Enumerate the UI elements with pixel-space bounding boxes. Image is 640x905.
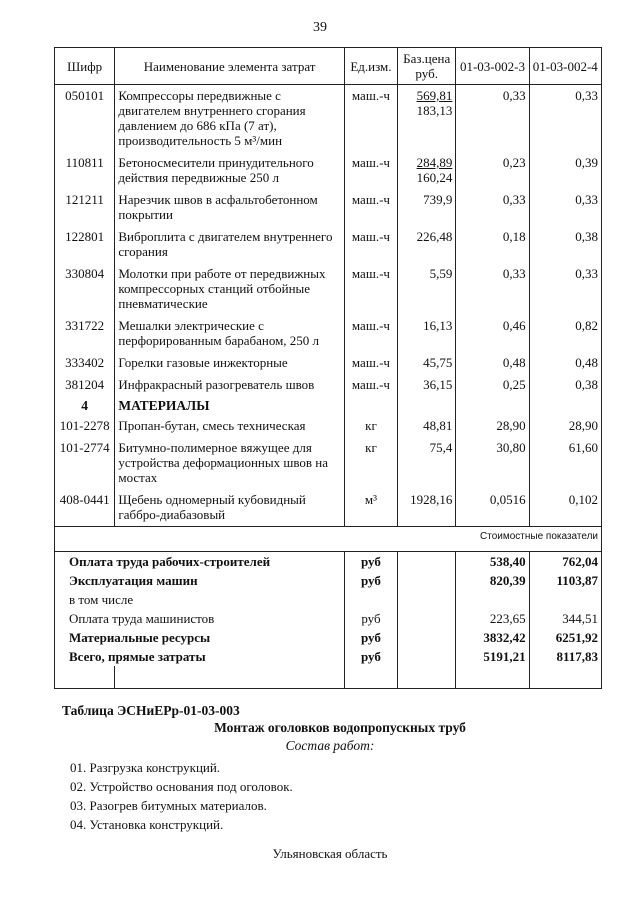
row-value-1: 0,25 bbox=[456, 374, 529, 396]
row-value-2: 0,48 bbox=[529, 352, 601, 374]
row-code: 381204 bbox=[55, 374, 115, 396]
row-value-2: 61,60 bbox=[529, 437, 601, 489]
work-item: 02. Устройство основания под оголовок. bbox=[70, 779, 293, 794]
row-code: 408-0441 bbox=[55, 489, 115, 527]
price-secondary: 160,24 bbox=[416, 170, 453, 185]
table-row bbox=[55, 315, 602, 352]
table-row bbox=[55, 374, 602, 396]
header-unit: Ед.изм. bbox=[344, 48, 397, 85]
table-row bbox=[55, 189, 602, 226]
price-primary: 569,81 bbox=[416, 88, 453, 103]
totals-group bbox=[55, 552, 602, 667]
row-value-1: 0,33 bbox=[456, 85, 529, 153]
row-value-2: 28,90 bbox=[529, 415, 601, 437]
total-price bbox=[398, 647, 456, 666]
total-price bbox=[398, 571, 456, 590]
total-unit: руб bbox=[344, 571, 397, 590]
footer-region: Ульяновская область bbox=[272, 846, 388, 861]
total-value-1: 820,39 bbox=[456, 571, 529, 590]
header-price: Баз.цена руб. bbox=[398, 48, 456, 85]
row-value-2: 0,102 bbox=[529, 489, 601, 527]
row-value-2: 0,39 bbox=[529, 152, 601, 189]
row-price: 36,15 bbox=[398, 374, 456, 396]
total-row bbox=[55, 571, 602, 590]
table-row bbox=[55, 152, 602, 189]
row-value-2: 0,33 bbox=[529, 263, 601, 315]
row-unit: маш.-ч bbox=[344, 189, 397, 226]
total-price bbox=[398, 609, 456, 628]
row-name: Виброплита с двигателем внутреннего сгорания bbox=[115, 226, 345, 263]
row-price: 45,75 bbox=[398, 352, 456, 374]
row-code: 110811 bbox=[55, 152, 115, 189]
table-row bbox=[55, 263, 602, 315]
table-row bbox=[55, 415, 602, 437]
total-value-2: 8117,83 bbox=[529, 647, 601, 666]
total-unit: руб bbox=[344, 552, 397, 572]
total-value-1 bbox=[456, 590, 529, 609]
header-col1: 01-03-002-3 bbox=[456, 48, 529, 85]
row-unit: маш.-ч bbox=[344, 374, 397, 396]
cost-table bbox=[54, 47, 602, 689]
row-name: Молотки при работе от передвижных компрессорных станций отбойные пневматические bbox=[115, 263, 345, 315]
materials-group bbox=[55, 415, 602, 527]
row-value-1: 0,33 bbox=[456, 189, 529, 226]
row-unit: маш.-ч bbox=[344, 226, 397, 263]
row-value-1: 0,18 bbox=[456, 226, 529, 263]
row-value-2: 0,82 bbox=[529, 315, 601, 352]
total-value-2: 344,51 bbox=[529, 609, 601, 628]
composition-heading: Состав работ: bbox=[285, 738, 375, 753]
table-row bbox=[55, 226, 602, 263]
header-name: Наименование элемента затрат bbox=[115, 48, 345, 85]
total-value-2 bbox=[529, 590, 601, 609]
row-price: 739,9 bbox=[398, 189, 456, 226]
next-table-title: Таблица ЭСНиЕРр-01-03-003 bbox=[62, 703, 240, 718]
row-code: 330804 bbox=[55, 263, 115, 315]
row-name: Компрессоры передвижные с двигателем внутреннего сгорания давлением до 686 кПа (7 ат), производительность 5 м³/мин bbox=[115, 85, 345, 153]
row-price: 1928,16 bbox=[398, 489, 456, 527]
row-code: 331722 bbox=[55, 315, 115, 352]
row-unit: кг bbox=[344, 437, 397, 489]
price-primary: 284,89 bbox=[416, 155, 453, 170]
total-value-1: 3832,42 bbox=[456, 628, 529, 647]
row-unit: маш.-ч bbox=[344, 315, 397, 352]
total-price bbox=[398, 628, 456, 647]
row-value-1: 0,23 bbox=[456, 152, 529, 189]
row-price: 48,81 bbox=[398, 415, 456, 437]
total-name: Оплата труда машинистов bbox=[55, 609, 345, 628]
total-name: Оплата труда рабочих-строителей bbox=[55, 552, 345, 572]
row-unit: маш.-ч bbox=[344, 263, 397, 315]
row-unit: маш.-ч bbox=[344, 352, 397, 374]
row-name: Горелки газовые инжекторные bbox=[115, 352, 345, 374]
row-code: 121211 bbox=[55, 189, 115, 226]
row-price: 75,4 bbox=[398, 437, 456, 489]
materials-section-row bbox=[55, 396, 602, 415]
header-col2: 01-03-002-4 bbox=[529, 48, 601, 85]
total-value-1: 5191,21 bbox=[456, 647, 529, 666]
row-value-2: 0,33 bbox=[529, 189, 601, 226]
total-row bbox=[55, 628, 602, 647]
row-value-1: 0,48 bbox=[456, 352, 529, 374]
row-code: 101-2278 bbox=[55, 415, 115, 437]
cost-caption-row bbox=[55, 527, 602, 552]
work-item: 03. Разогрев битумных материалов. bbox=[70, 798, 267, 813]
next-table-subtitle: Монтаж оголовков водопропускных труб bbox=[214, 720, 466, 735]
table-row bbox=[55, 437, 602, 489]
row-code: 101-2774 bbox=[55, 437, 115, 489]
row-code: 050101 bbox=[55, 85, 115, 153]
total-price bbox=[398, 552, 456, 572]
row-value-1: 0,46 bbox=[456, 315, 529, 352]
total-row bbox=[55, 590, 602, 609]
section-code: 4 bbox=[55, 396, 115, 415]
row-value-1: 0,33 bbox=[456, 263, 529, 315]
total-row bbox=[55, 552, 602, 572]
page-number: 39 bbox=[313, 20, 327, 35]
total-value-1: 223,65 bbox=[456, 609, 529, 628]
row-value-1: 0,0516 bbox=[456, 489, 529, 527]
total-unit bbox=[344, 590, 397, 609]
total-name: Всего, прямые затраты bbox=[55, 647, 345, 666]
row-name: Щебень одномерный кубовидный габбро-диабазовый bbox=[115, 489, 345, 527]
total-name: Материальные ресурсы bbox=[55, 628, 345, 647]
row-name: Нарезчик швов в асфальтобетонном покрытии bbox=[115, 189, 345, 226]
row-value-2: 0,38 bbox=[529, 374, 601, 396]
row-value-2: 0,33 bbox=[529, 85, 601, 153]
table-row bbox=[55, 352, 602, 374]
row-name: Бетоносмесители принудительного действия передвижные 250 л bbox=[115, 152, 345, 189]
total-value-2: 762,04 bbox=[529, 552, 601, 572]
row-unit: маш.-ч bbox=[344, 152, 397, 189]
table-row bbox=[55, 489, 602, 527]
price-secondary: 183,13 bbox=[416, 103, 453, 118]
row-unit: м³ bbox=[344, 489, 397, 527]
row-price: 226,48 bbox=[398, 226, 456, 263]
table-end-row bbox=[55, 666, 602, 689]
row-name: Инфракрасный разогреватель швов bbox=[115, 374, 345, 396]
work-list bbox=[70, 758, 293, 834]
row-price bbox=[398, 152, 456, 189]
row-value-1: 28,90 bbox=[456, 415, 529, 437]
row-name: Битумно-полимерное вяжущее для устройства деформационных швов на мостах bbox=[115, 437, 345, 489]
total-name: Эксплуатация машин bbox=[55, 571, 345, 590]
row-name: Мешалки электрические с перфорированным барабаном, 250 л bbox=[115, 315, 345, 352]
row-name: Пропан-бутан, смесь техническая bbox=[115, 415, 345, 437]
total-unit: руб bbox=[344, 647, 397, 666]
row-unit: маш.-ч bbox=[344, 85, 397, 153]
row-price bbox=[398, 85, 456, 153]
work-item: 01. Разгрузка конструкций. bbox=[70, 760, 221, 775]
total-price bbox=[398, 590, 456, 609]
total-name: в том числе bbox=[55, 590, 345, 609]
total-row bbox=[55, 609, 602, 628]
row-value-1: 30,80 bbox=[456, 437, 529, 489]
row-price: 5,59 bbox=[398, 263, 456, 315]
total-unit: руб bbox=[344, 609, 397, 628]
row-unit: кг bbox=[344, 415, 397, 437]
table-row bbox=[55, 85, 602, 153]
cost-caption: Стоимостные показатели bbox=[55, 527, 602, 552]
row-value-2: 0,38 bbox=[529, 226, 601, 263]
row-price: 16,13 bbox=[398, 315, 456, 352]
total-row bbox=[55, 647, 602, 666]
machines-group bbox=[55, 85, 602, 397]
work-item: 04. Установка конструкций. bbox=[70, 817, 224, 832]
row-code: 122801 bbox=[55, 226, 115, 263]
total-value-1: 538,40 bbox=[456, 552, 529, 572]
total-value-2: 6251,92 bbox=[529, 628, 601, 647]
header-code: Шифр bbox=[55, 48, 115, 85]
section-title: МАТЕРИАЛЫ bbox=[115, 396, 345, 415]
total-unit: руб bbox=[344, 628, 397, 647]
row-code: 333402 bbox=[55, 352, 115, 374]
total-value-2: 1103,87 bbox=[529, 571, 601, 590]
table-header-row bbox=[55, 48, 602, 85]
